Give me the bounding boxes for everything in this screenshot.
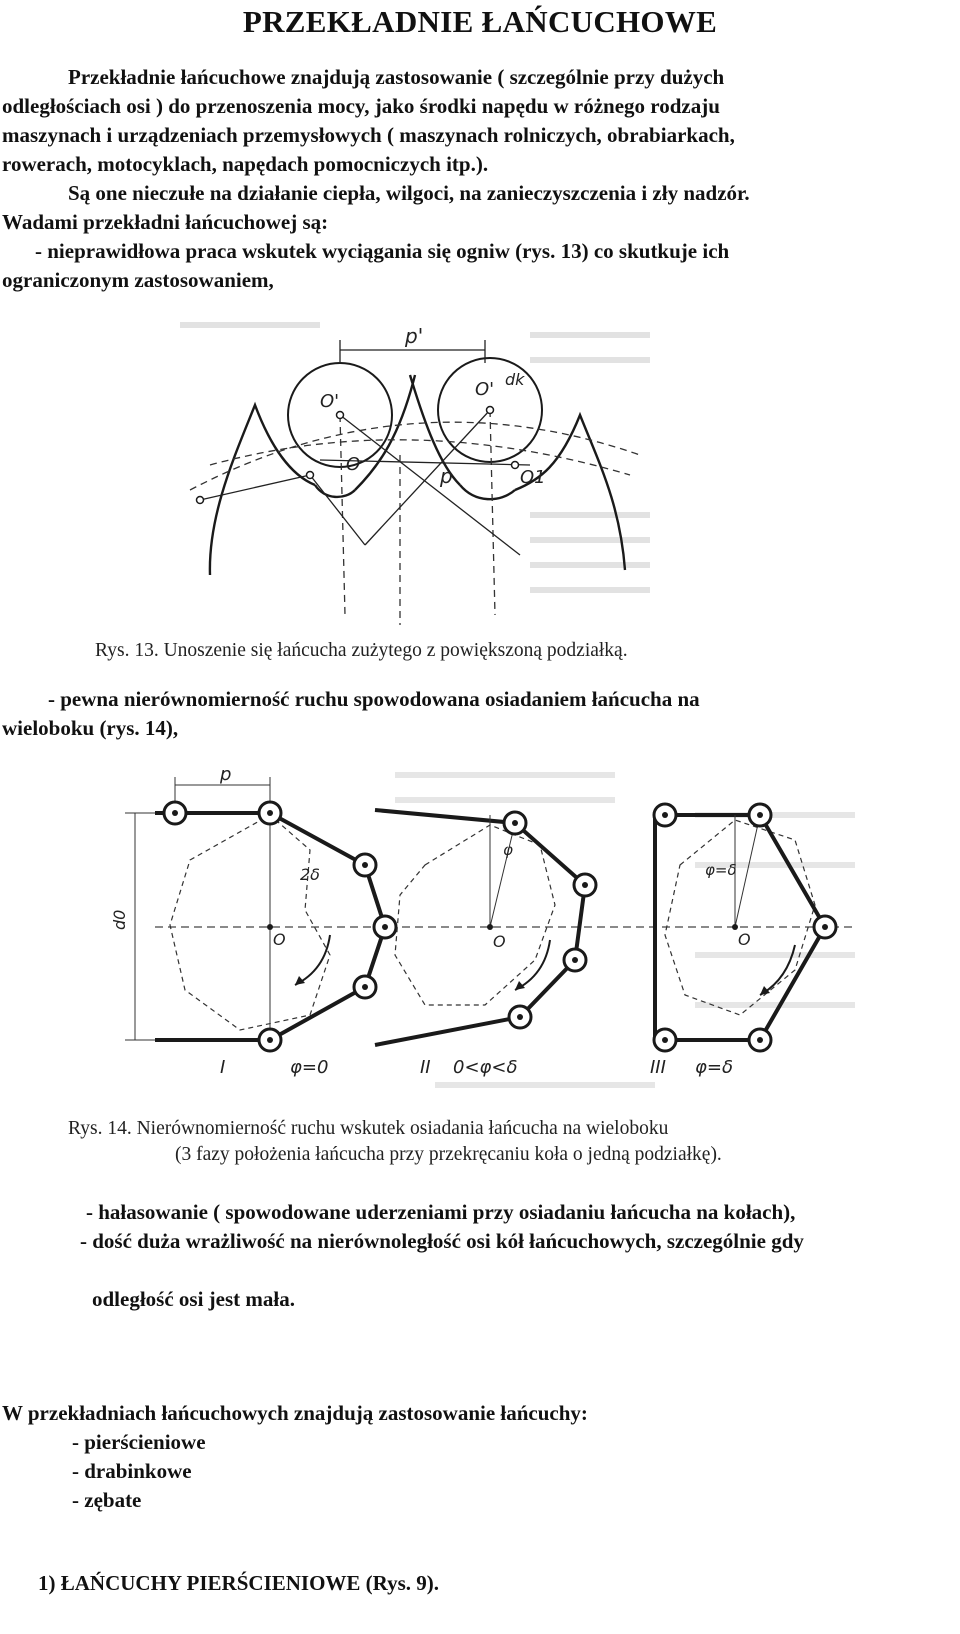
body-line: - pewna nierównomierność ruchu spowodowana osiadaniem łańcucha na [48,687,700,711]
label-phi-delta: φ=δ [705,861,737,879]
chain-type-item: - pierścieniowe [72,1430,206,1454]
intro-line: maszynach i urządzeniach przemysłowych ( maszynach rolniczych, obrabiarkach, [2,123,735,147]
label-d0: d0 [110,909,129,930]
label-o-prime: O' [475,379,495,400]
polygon-effect-drawing [95,755,865,1095]
label-p-prime: p' [405,324,424,348]
label-o: O [738,930,751,949]
body-line: wieloboku (rys. 14), [2,716,179,740]
chain-elongation-drawing [150,315,670,635]
label-o-prime: O' [320,391,340,412]
intro-line: Wadami przekładni łańcuchowej są: [2,210,329,234]
figure-14 [95,755,865,1095]
phase-3-value: φ=δ [695,1057,733,1078]
intro-line: rowerach, motocyklach, napędach pomocniczych itp.). [2,152,489,176]
phase-1-value: φ=0 [290,1057,329,1078]
body-line: - dość duża wrażliwość na nierównoległość osi kół łańcuchowych, szczególnie gdy [80,1229,804,1253]
label-p: p [440,464,453,488]
intro-line: ograniczonym zastosowaniem, [2,268,274,292]
phase-2-number: II [420,1057,431,1078]
label-o1: O1 [520,467,546,488]
body-line: odległość osi jest mała. [92,1287,295,1311]
page-title: PRZEKŁADNIE ŁAŃCUCHOWE [242,4,718,39]
phase-1-number: I [220,1057,226,1078]
intro-line: - nieprawidłowa praca wskutek wyciągania się ogniw (rys. 13) co skutkuje ich [35,239,730,263]
body-line: - hałasowanie ( spowodowane uderzeniami przy osiadaniu łańcucha na kołach), [86,1200,796,1224]
phase-2-value: 0<φ<δ [453,1057,518,1078]
intro-line: Są one nieczułe na działanie ciepła, wilgoci, na zanieczyszczenia i zły nadzór. [68,181,750,205]
figure-14-caption: Rys. 14. Nierównomierność ruchu wskutek osiadania łańcucha na wieloboku [68,1118,669,1139]
section-heading: 1) ŁAŃCUCHY PIERŚCIENIOWE (Rys. 9). [38,1571,440,1595]
figure-13-caption: Rys. 13. Unoszenie się łańcucha zużytego z powiększoną podziałką. [95,640,628,661]
intro-line: odległościach osi ) do przenoszenia mocy, jako środki napędu w różnego rodzaju [2,94,720,118]
label-2delta: 2δ [300,865,320,884]
label-o: O [273,930,286,949]
label-phi: φ [503,841,513,859]
label-dk: dk [505,370,525,389]
chain-type-item: - drabinkowe [72,1459,192,1483]
figure-14-caption: (3 fazy położenia łańcucha przy przekręcaniu koła o jedną podziałkę). [175,1144,722,1165]
label-o: O [346,454,361,475]
label-p: p [220,764,232,785]
label-o: O [493,932,506,951]
chain-types-intro: W przekładniach łańcuchowych znajdują zastosowanie łańcuchy: [2,1401,588,1425]
intro-line: Przekładnie łańcuchowe znajdują zastosowanie ( szczególnie przy dużych [68,65,725,89]
figure-13 [150,315,670,635]
chain-type-item: - zębate [72,1488,142,1512]
phase-3-number: III [650,1057,666,1078]
